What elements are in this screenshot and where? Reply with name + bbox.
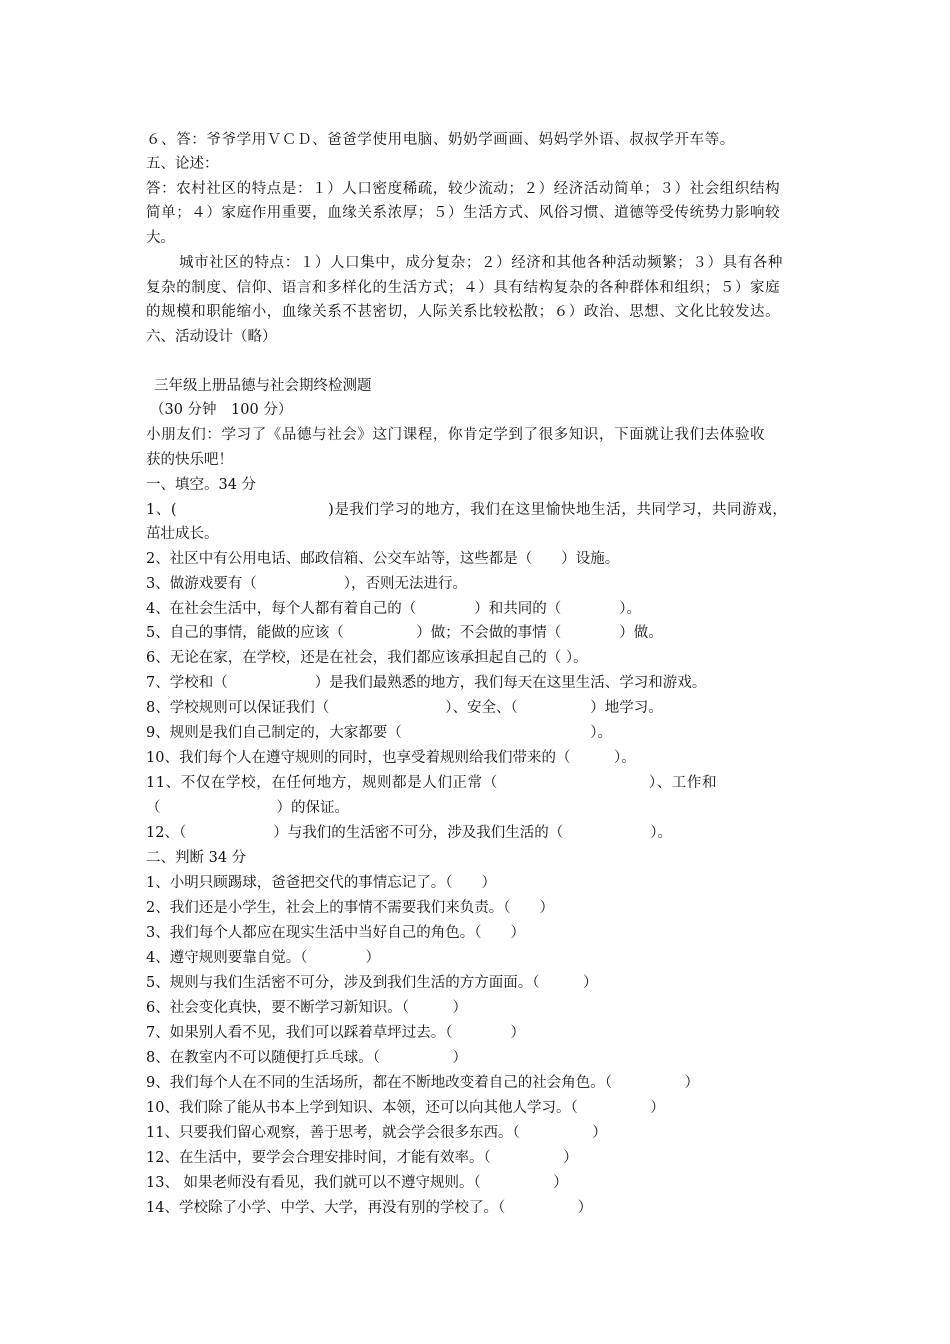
fill-line-9: 8、学校规则可以保证我们（ ）、安全、（ ）地学习。 [146, 700, 663, 716]
fill-line-5: 4、在社会生活中，每个人都有着自己的（ ）和共同的（ ）。 [146, 601, 641, 617]
fill-section-title: 一、填空。34 分 [146, 477, 257, 493]
fill-line-13: （ ）的保证。 [146, 800, 349, 816]
exam-intro-line-1: 小朋友们：学习了《品德与社会》这门课程，你肯定学到了很多知识，下面就让我们去体验收 [146, 427, 766, 443]
fill-line-10: 9、规则是我们自己制定的，大家都要（ ）。 [146, 725, 612, 741]
rural-line-2: 简单；４）家庭作用重要，血缘关系浓厚；５）生活方式、风俗习惯、道德等受传统势力影响较 [146, 205, 781, 221]
judge-line-1: 1、小明只顾踢球，爸爸把交代的事情忘记了。（ ） [146, 875, 496, 891]
judge-section-title: 二、判断 34 分 [146, 850, 247, 866]
fill-line-12: 11、不仅在学校，在任何地方，规则都是人们正常（ ）、工作和 [146, 775, 718, 791]
fill-line-3: 2、社区中有公用电话、邮政信箱、公交车站等，这些都是（ ）设施。 [146, 551, 620, 567]
judge-line-8: 8、在教室内不可以随便打乒乓球。（ ） [146, 1050, 467, 1066]
judge-line-7: 7、如果别人看不见，我们可以踩着草坪过去。（ ） [146, 1025, 525, 1041]
rural-line-3: 大。 [146, 230, 175, 246]
judge-line-2: 2、我们还是小学生，社会上的事情不需要我们来负责。（ ） [146, 900, 554, 916]
judge-line-6: 6、社会变化真快，要不断学习新知识。（ ） [146, 1000, 467, 1016]
judge-line-5: 5、规则与我们生活密不可分，涉及到我们生活的方方面面。（ ） [146, 975, 598, 991]
answer-q6: ６、答：爷爷学用ＶＣＤ、爸爸学使用电脑、奶奶学画画、妈妈学外语、叔叔学开车等。 [146, 132, 735, 148]
urban-line-1: 城市社区的特点：１）人口集中，成分复杂；２）经济和其他各种活动频繁；３）具有各种 [179, 255, 783, 271]
fill-line-14: 12、（ ）与我们的生活密不可分，涉及我们生活的（ ）。 [146, 825, 672, 841]
judge-line-12: 12、在生活中，要学会合理安排时间，才能有效率。（ ） [146, 1150, 578, 1166]
urban-line-3: 的规模和职能缩小，血缘关系不甚密切，人际关系比较松散；６）政治、思想、文化比较发达。 [146, 304, 781, 320]
fill-line-6: 5、自己的事情，能做的应该（ ）做；不会做的事情（ ）做。 [146, 625, 663, 641]
judge-line-9: 9、我们每个人在不同的生活场所，都在不断地改变着自己的社会角色。（ ） [146, 1075, 699, 1091]
judge-line-13: 13、 如果老师没有看见，我们就可以不遵守规则。（ ） [146, 1175, 568, 1191]
exam-intro-line-2: 获的快乐吧！ [146, 452, 233, 468]
exam-title: 三年级上册品德与社会期终检测题 [154, 378, 372, 394]
urban-line-2: 复杂的制度、信仰、语言和多样化的生活方式；４）具有结构复杂的各种群体和组织；５）家庭 [146, 280, 781, 296]
rural-line-1: 答：农村社区的特点是：１）人口密度稀疏，较少流动；２）经济活动简单；３）社会组织结构 [146, 181, 781, 197]
judge-line-3: 3、我们每个人都应在现实生活中当好自己的角色。（ ） [146, 925, 525, 941]
judge-line-10: 10、我们除了能从书本上学到知识、本领，还可以向其他人学习。（ ） [146, 1100, 665, 1116]
fill-line-11: 10、我们每个人在遵守规则的同时，也享受着规则给我们带来的（ ）。 [146, 750, 636, 766]
fill-line-1: 1、( )是我们学习的地方，我们在这里愉快地生活，共同学习，共同游戏， [146, 502, 788, 518]
judge-line-4: 4、遵守规则要靠自觉。（ ） [146, 950, 380, 966]
fill-line-7: 6、无论在家，在学校，还是在社会，我们都应该承担起自己的（ ）。 [146, 650, 588, 666]
section-5-title: 五、论述： [146, 156, 219, 172]
judge-line-11: 11、只要我们留心观察，善于思考，就会学会很多东西。（ ） [146, 1125, 607, 1141]
fill-line-8: 7、学校和（ ）是我们最熟悉的地方，我们每天在这里生活、学习和游戏。 [146, 675, 707, 691]
fill-line-4: 3、做游戏要有（ ），否则无法进行。 [146, 576, 467, 592]
judge-line-14: 14、学校除了小学、中学、大学，再没有别的学校了。（ ） [146, 1200, 593, 1216]
exam-time-score: （30 分钟 100 分） [150, 402, 293, 418]
section-6-title: 六、活动设计（略） [146, 329, 277, 345]
fill-line-2: 茁壮成长。 [146, 526, 219, 542]
